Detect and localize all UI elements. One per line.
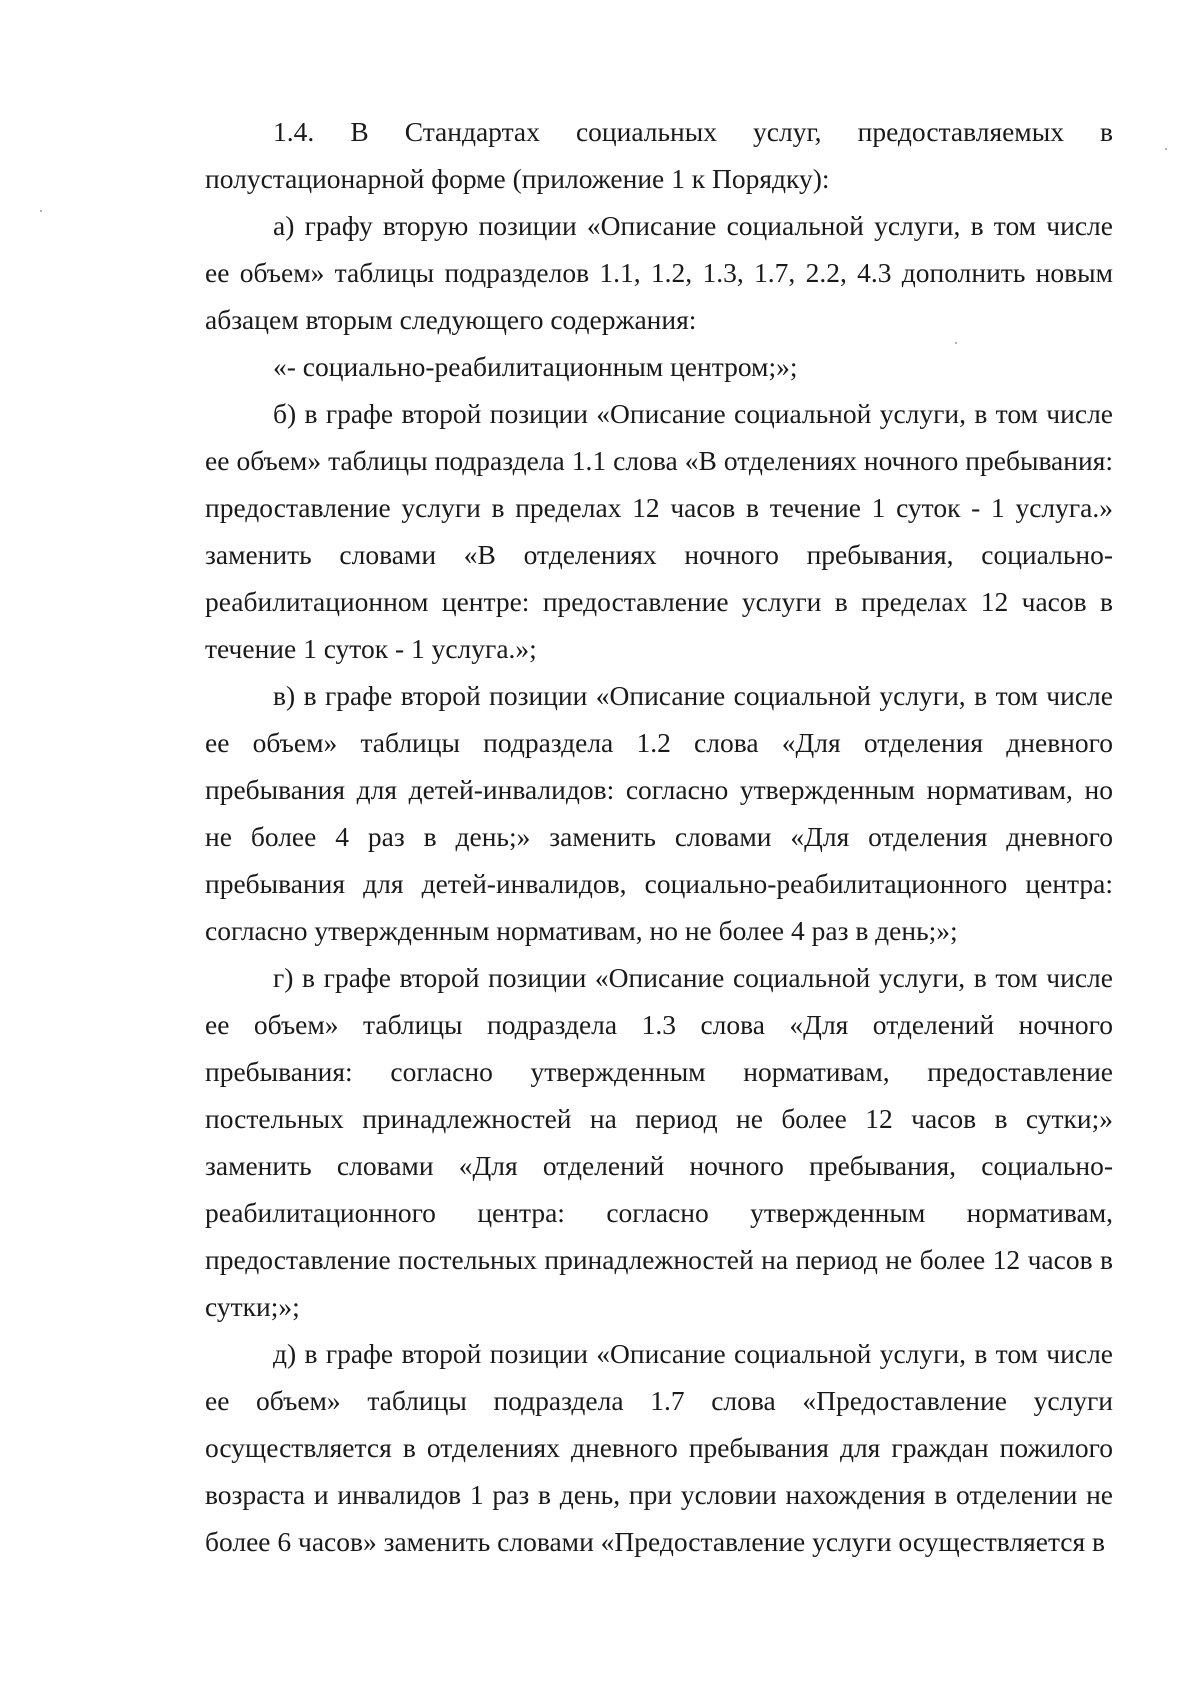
scan-speck (1165, 148, 1167, 150)
paragraph-d: д) в графе второй позиции «Описание социальной услуги, в том числе ее объем» таблицы подраздела 1.7 слова «Предоставление услуги осуществляется в отделениях дневного пребывания для граждан пожилого возраста и инвалидов 1 раз в день, при условии нахождения в отделении не более 6 часов» заменить словами «Предоставление услуги осуществляется в (205, 1338, 1113, 1557)
paragraph-b: б) в графе второй позиции «Описание социальной услуги, в том числе ее объем» таблицы подраздела 1.1 слова «В отделениях ночного пребывания: предоставление услуги в пределах 12 часов в течение 1 суток - 1 услуга.» заменить словами «В отделениях ночного пребывания, социально-реабилитационном центре: предоставление услуги в пределах 12 часов в течение 1 суток - 1 услуга.»; (205, 398, 1113, 664)
paragraph-g: г) в графе второй позиции «Описание социальной услуги, в том числе ее объем» таблицы подраздела 1.3 слова «Для отделений ночного пребывания: согласно утвержденным нормативам, предоставление постельных принадлежностей на период не более 12 часов в сутки;» заменить словами «Для отделений ночного пребывания, социально-реабилитационного центра: согласно утвержденным нормативам, предоставление постельных принадлежностей на период не более 12 часов в сутки;»; (205, 962, 1113, 1322)
paragraph-quote: «- социально-реабилитационным центром;»; (273, 351, 798, 382)
scan-speck (40, 210, 42, 212)
scan-speck (955, 342, 957, 344)
paragraph-1-4: 1.4. В Стандартах социальных услуг, предоставляемых в полустационарной форме (приложение 1 к Порядку): (205, 116, 1113, 194)
paragraph-a: а) графу вторую позиции «Описание социальной услуги, в том числе ее объем» таблицы подразделов 1.1, 1.2, 1.3, 1.7, 2.2, 4.3 дополнить новым абзацем вторым следующего содержания: (205, 210, 1113, 335)
paragraph-v: в) в графе второй позиции «Описание социальной услуги, в том числе ее объем» таблицы подраздела 1.2 слова «Для отделения дневного пребывания для детей-инвалидов: согласно утвержденным нормативам, но не более 4 раз в день;» заменить словами «Для отделения дневного пребывания для детей-инвалидов, социально-реабилитационного центра: согласно утвержденным нормативам, но не более 4 раз в день;»; (205, 680, 1113, 946)
document-body (205, 108, 1113, 1565)
